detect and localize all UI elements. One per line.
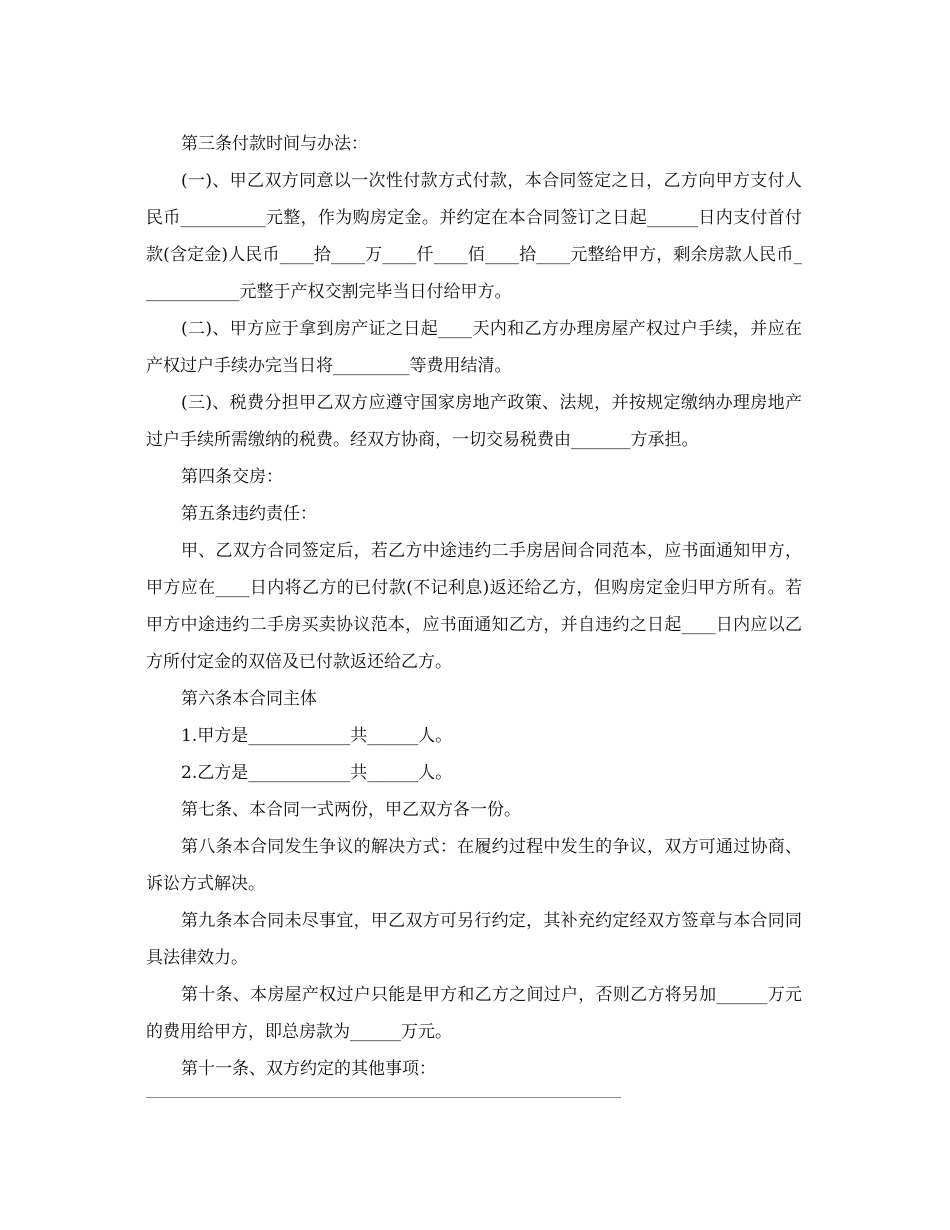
- article-6-party-a: 1.甲方是____________共______人。: [181, 726, 453, 746]
- article-10: 第十条、本房屋产权过户只能是甲方和乙方之间过户，否则乙方将另加______万元的费用给甲方，即总房款为______万元。: [146, 985, 802, 1042]
- blank-fill-line: [146, 1097, 621, 1098]
- article-11-heading: 第十一条、双方约定的其他事项：: [181, 1059, 436, 1079]
- article-3-clause-3: (三)、税费分担甲乙双方应遵守国家房地产政策、法规，并按规定缴纳办理房地产过户手续所需缴纳的税费。经双方协商，一切交易税费由_______方承担。: [146, 393, 802, 450]
- article-3-clause-2: (二)、甲方应于拿到房产证之日起____天内和乙方办理房屋产权过户手续，并应在产权过户手续办完当日将_________等费用结清。: [146, 319, 802, 376]
- contract-body: [146, 126, 802, 1088]
- article-3-clause-1: (一)、甲乙双方同意以一次性付款方式付款，本合同签定之日，乙方向甲方支付人民币__________元整，作为购房定金。并约定在本合同签订之日起______日内支付首付款(含定金)人民币____拾____万____仟____佰____拾____元整给甲方，剩余房款人民币____________元整于产权交割完毕当日付给甲方。: [146, 171, 802, 302]
- article-6-party-b: 2.乙方是____________共______人。: [181, 763, 453, 783]
- article-6-heading: 第六条本合同主体: [181, 689, 317, 709]
- article-5-body: 甲、乙双方合同签定后，若乙方中途违约二手房居间合同范本，应书面通知甲方，甲方应在____日内将乙方的已付款(不记利息)返还给乙方，但购房定金归甲方所有。若甲方中途违约二手房买卖协议范本，应书面通知乙方，并自违约之日起____日内应以乙方所付定金的双倍及已付款返还给乙方。: [146, 541, 802, 672]
- article-4-heading: 第四条交房：: [181, 467, 283, 487]
- article-3-heading: 第三条付款时间与办法：: [181, 134, 368, 154]
- article-5-heading: 第五条违约责任：: [181, 504, 317, 524]
- article-8: 第八条本合同发生争议的解决方式：在履约过程中发生的争议，双方可通过协商、诉讼方式解决。: [146, 837, 802, 894]
- article-9: 第九条本合同未尽事宜，甲乙双方可另行约定，其补充约定经双方签章与本合同同具法律效力。: [146, 911, 802, 968]
- article-7: 第七条、本合同一式两份，甲乙双方各一份。: [181, 800, 521, 820]
